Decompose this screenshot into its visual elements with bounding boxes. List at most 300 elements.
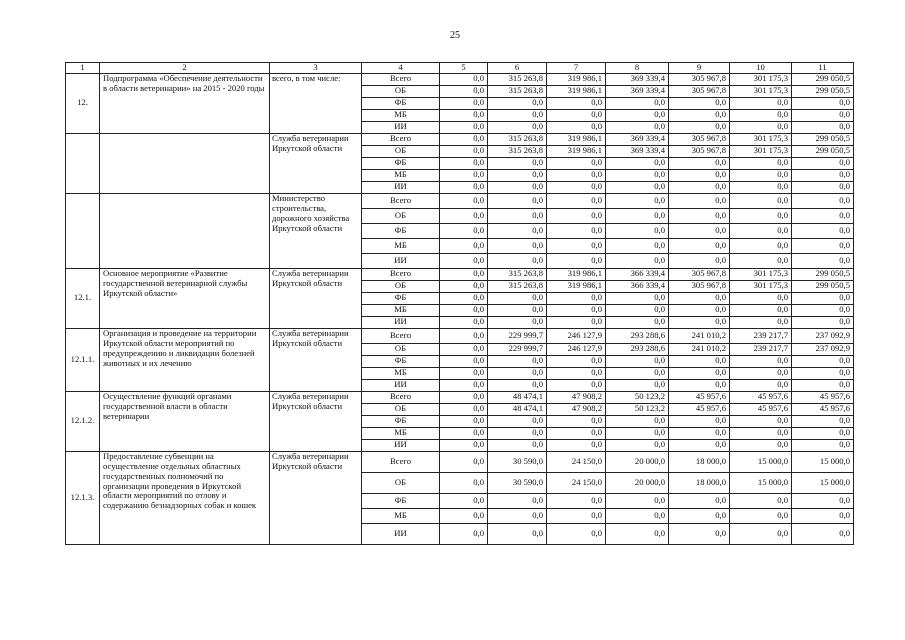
value-cell: 369 339,4 xyxy=(606,133,669,145)
value-cell: 293 288,6 xyxy=(606,343,669,355)
value-cell: 0,0 xyxy=(792,121,854,133)
value-cell: 0,0 xyxy=(606,208,669,223)
item-code: 12.1.1. xyxy=(66,328,100,391)
funding-source: ФБ xyxy=(362,415,440,427)
value-cell: 0,0 xyxy=(440,268,488,280)
funding-source: ИИ xyxy=(362,253,440,268)
value-cell: 315 263,8 xyxy=(488,85,547,97)
value-cell: 0,0 xyxy=(606,238,669,253)
value-cell: 299 050,5 xyxy=(792,268,854,280)
value-cell: 0,0 xyxy=(606,427,669,439)
item-code xyxy=(66,133,100,193)
funding-source: ФБ xyxy=(362,292,440,304)
value-cell: 0,0 xyxy=(669,316,730,328)
funding-source: Всего xyxy=(362,451,440,472)
value-cell: 0,0 xyxy=(792,238,854,253)
value-cell: 0,0 xyxy=(440,379,488,391)
table-row xyxy=(66,268,854,280)
value-cell: 47 908,2 xyxy=(547,391,606,403)
funding-source: ОБ xyxy=(362,472,440,493)
value-cell: 0,0 xyxy=(440,493,488,508)
value-cell: 0,0 xyxy=(730,523,792,544)
value-cell: 0,0 xyxy=(730,181,792,193)
value-cell: 301 175,3 xyxy=(730,73,792,85)
value-cell: 0,0 xyxy=(669,355,730,367)
value-cell: 0,0 xyxy=(606,109,669,121)
funding-source: ИИ xyxy=(362,181,440,193)
value-cell: 0,0 xyxy=(730,121,792,133)
value-cell: 0,0 xyxy=(730,223,792,238)
value-cell: 0,0 xyxy=(547,238,606,253)
value-cell: 0,0 xyxy=(792,169,854,181)
value-cell: 229 999,7 xyxy=(488,343,547,355)
value-cell: 0,0 xyxy=(606,223,669,238)
value-cell: 0,0 xyxy=(488,415,547,427)
value-cell: 47 908,2 xyxy=(547,403,606,415)
value-cell: 0,0 xyxy=(669,439,730,451)
value-cell: 0,0 xyxy=(440,343,488,355)
value-cell: 319 986,1 xyxy=(547,133,606,145)
value-cell: 30 590,0 xyxy=(488,451,547,472)
item-description: Подпрограмма «Обеспечение деятельности в области ветеринарии» на 2015 - 2020 годы xyxy=(100,73,270,133)
column-number-6: 6 xyxy=(488,63,547,74)
value-cell: 0,0 xyxy=(547,379,606,391)
value-cell: 0,0 xyxy=(606,253,669,268)
value-cell: 0,0 xyxy=(440,427,488,439)
funding-source: Всего xyxy=(362,193,440,208)
value-cell: 0,0 xyxy=(488,97,547,109)
value-cell: 0,0 xyxy=(669,223,730,238)
value-cell: 0,0 xyxy=(488,181,547,193)
value-cell: 0,0 xyxy=(730,427,792,439)
value-cell: 315 263,8 xyxy=(488,268,547,280)
value-cell: 229 999,7 xyxy=(488,328,547,343)
value-cell: 0,0 xyxy=(440,109,488,121)
item-description xyxy=(100,133,270,193)
value-cell: 0,0 xyxy=(547,193,606,208)
value-cell: 0,0 xyxy=(669,292,730,304)
value-cell: 0,0 xyxy=(440,472,488,493)
value-cell: 0,0 xyxy=(730,292,792,304)
value-cell: 0,0 xyxy=(547,523,606,544)
value-cell: 0,0 xyxy=(488,427,547,439)
value-cell: 0,0 xyxy=(488,238,547,253)
value-cell: 0,0 xyxy=(440,133,488,145)
value-cell: 315 263,8 xyxy=(488,73,547,85)
value-cell: 0,0 xyxy=(792,316,854,328)
funding-source: Всего xyxy=(362,391,440,403)
item-code xyxy=(66,193,100,268)
value-cell: 0,0 xyxy=(730,415,792,427)
value-cell: 315 263,8 xyxy=(488,145,547,157)
value-cell: 0,0 xyxy=(606,304,669,316)
value-cell: 0,0 xyxy=(606,415,669,427)
value-cell: 0,0 xyxy=(440,391,488,403)
value-cell: 0,0 xyxy=(547,316,606,328)
value-cell: 0,0 xyxy=(488,523,547,544)
value-cell: 319 986,1 xyxy=(547,268,606,280)
value-cell: 0,0 xyxy=(440,97,488,109)
value-cell: 0,0 xyxy=(606,193,669,208)
value-cell: 0,0 xyxy=(547,97,606,109)
value-cell: 0,0 xyxy=(606,523,669,544)
value-cell: 45 957,6 xyxy=(730,391,792,403)
value-cell: 0,0 xyxy=(669,367,730,379)
funding-source: МБ xyxy=(362,238,440,253)
value-cell: 0,0 xyxy=(440,328,488,343)
value-cell: 0,0 xyxy=(488,169,547,181)
value-cell: 0,0 xyxy=(488,109,547,121)
value-cell: 0,0 xyxy=(792,367,854,379)
value-cell: 0,0 xyxy=(440,85,488,97)
value-cell: 0,0 xyxy=(669,415,730,427)
value-cell: 0,0 xyxy=(792,97,854,109)
table-row xyxy=(66,73,854,85)
value-cell: 315 263,8 xyxy=(488,280,547,292)
value-cell: 301 175,3 xyxy=(730,145,792,157)
value-cell: 0,0 xyxy=(669,379,730,391)
value-cell: 246 127,9 xyxy=(547,343,606,355)
value-cell: 0,0 xyxy=(730,367,792,379)
value-cell: 0,0 xyxy=(488,367,547,379)
value-cell: 50 123,2 xyxy=(606,403,669,415)
value-cell: 0,0 xyxy=(547,304,606,316)
item-executor: всего, в том числе: xyxy=(270,73,362,133)
value-cell: 0,0 xyxy=(440,238,488,253)
value-cell: 0,0 xyxy=(606,292,669,304)
value-cell: 0,0 xyxy=(547,367,606,379)
value-cell: 0,0 xyxy=(488,223,547,238)
funding-source: Всего xyxy=(362,73,440,85)
column-number-11: 11 xyxy=(792,63,854,74)
value-cell: 237 092,9 xyxy=(792,343,854,355)
value-cell: 0,0 xyxy=(440,292,488,304)
item-description xyxy=(100,193,270,268)
funding-source: МБ xyxy=(362,304,440,316)
value-cell: 0,0 xyxy=(488,157,547,169)
value-cell: 0,0 xyxy=(792,493,854,508)
value-cell: 0,0 xyxy=(547,253,606,268)
value-cell: 0,0 xyxy=(606,169,669,181)
value-cell: 45 957,6 xyxy=(669,403,730,415)
value-cell: 0,0 xyxy=(606,508,669,523)
value-cell: 0,0 xyxy=(792,181,854,193)
item-code: 12.1.3. xyxy=(66,451,100,544)
funding-source: ОБ xyxy=(362,403,440,415)
page-number: 25 xyxy=(450,30,460,41)
column-number-2: 2 xyxy=(100,63,270,74)
value-cell: 0,0 xyxy=(669,109,730,121)
value-cell: 319 986,1 xyxy=(547,73,606,85)
column-number-10: 10 xyxy=(730,63,792,74)
value-cell: 299 050,5 xyxy=(792,133,854,145)
value-cell: 0,0 xyxy=(440,121,488,133)
value-cell: 0,0 xyxy=(440,367,488,379)
funding-source: МБ xyxy=(362,508,440,523)
value-cell: 0,0 xyxy=(440,280,488,292)
value-cell: 305 967,8 xyxy=(669,133,730,145)
value-cell: 48 474,1 xyxy=(488,403,547,415)
value-cell: 0,0 xyxy=(547,493,606,508)
funding-source: ФБ xyxy=(362,355,440,367)
value-cell: 369 339,4 xyxy=(606,85,669,97)
value-cell: 0,0 xyxy=(440,316,488,328)
value-cell: 0,0 xyxy=(488,439,547,451)
value-cell: 0,0 xyxy=(792,508,854,523)
value-cell: 45 957,6 xyxy=(730,403,792,415)
value-cell: 50 123,2 xyxy=(606,391,669,403)
value-cell: 0,0 xyxy=(440,169,488,181)
value-cell: 45 957,6 xyxy=(792,403,854,415)
value-cell: 0,0 xyxy=(440,145,488,157)
value-cell: 0,0 xyxy=(669,523,730,544)
funding-source: ОБ xyxy=(362,85,440,97)
value-cell: 0,0 xyxy=(440,181,488,193)
value-cell: 0,0 xyxy=(669,238,730,253)
table-row xyxy=(66,193,854,208)
value-cell: 0,0 xyxy=(669,493,730,508)
value-cell: 0,0 xyxy=(792,415,854,427)
column-number-7: 7 xyxy=(547,63,606,74)
value-cell: 0,0 xyxy=(730,355,792,367)
value-cell: 20 000,0 xyxy=(606,472,669,493)
value-cell: 0,0 xyxy=(488,121,547,133)
item-description: Основное мероприятие «Развитие государственной ветеринарной службы Иркутской области» xyxy=(100,268,270,328)
funding-source: ФБ xyxy=(362,157,440,169)
value-cell: 239 217,7 xyxy=(730,343,792,355)
funding-source: ИИ xyxy=(362,523,440,544)
column-number-3: 3 xyxy=(270,63,362,74)
value-cell: 0,0 xyxy=(440,208,488,223)
value-cell: 319 986,1 xyxy=(547,280,606,292)
value-cell: 305 967,8 xyxy=(669,268,730,280)
value-cell: 18 000,0 xyxy=(669,451,730,472)
value-cell: 0,0 xyxy=(547,439,606,451)
funding-source: МБ xyxy=(362,427,440,439)
item-executor: Министерство строительства, дорожного хозяйства Иркутской области xyxy=(270,193,362,268)
value-cell: 0,0 xyxy=(547,181,606,193)
table-body xyxy=(66,63,854,545)
value-cell: 0,0 xyxy=(488,493,547,508)
value-cell: 305 967,8 xyxy=(669,73,730,85)
value-cell: 299 050,5 xyxy=(792,145,854,157)
value-cell: 20 000,0 xyxy=(606,451,669,472)
budget-table xyxy=(65,62,854,545)
value-cell: 0,0 xyxy=(440,223,488,238)
value-cell: 0,0 xyxy=(488,208,547,223)
value-cell: 0,0 xyxy=(606,316,669,328)
value-cell: 18 000,0 xyxy=(669,472,730,493)
value-cell: 0,0 xyxy=(730,316,792,328)
value-cell: 0,0 xyxy=(488,304,547,316)
item-code: 12.1.2. xyxy=(66,391,100,451)
value-cell: 0,0 xyxy=(730,379,792,391)
value-cell: 0,0 xyxy=(792,208,854,223)
value-cell: 0,0 xyxy=(792,304,854,316)
value-cell: 0,0 xyxy=(606,157,669,169)
funding-source: ИИ xyxy=(362,316,440,328)
funding-source: ФБ xyxy=(362,97,440,109)
value-cell: 0,0 xyxy=(547,292,606,304)
value-cell: 0,0 xyxy=(606,181,669,193)
value-cell: 0,0 xyxy=(488,292,547,304)
value-cell: 0,0 xyxy=(440,253,488,268)
value-cell: 0,0 xyxy=(730,157,792,169)
value-cell: 0,0 xyxy=(440,403,488,415)
value-cell: 241 010,2 xyxy=(669,343,730,355)
value-cell: 0,0 xyxy=(606,355,669,367)
value-cell: 15 000,0 xyxy=(730,451,792,472)
value-cell: 0,0 xyxy=(440,157,488,169)
funding-source: Всего xyxy=(362,133,440,145)
value-cell: 0,0 xyxy=(547,508,606,523)
funding-source: МБ xyxy=(362,367,440,379)
value-cell: 239 217,7 xyxy=(730,328,792,343)
value-cell: 0,0 xyxy=(440,508,488,523)
column-number-row xyxy=(66,63,854,74)
column-number-9: 9 xyxy=(669,63,730,74)
value-cell: 0,0 xyxy=(730,508,792,523)
value-cell: 0,0 xyxy=(488,253,547,268)
value-cell: 0,0 xyxy=(488,316,547,328)
funding-source: ОБ xyxy=(362,343,440,355)
value-cell: 0,0 xyxy=(730,208,792,223)
value-cell: 0,0 xyxy=(606,493,669,508)
funding-source: МБ xyxy=(362,169,440,181)
item-executor: Служба ветеринарии Иркутской области xyxy=(270,451,362,544)
value-cell: 0,0 xyxy=(669,157,730,169)
value-cell: 369 339,4 xyxy=(606,145,669,157)
value-cell: 0,0 xyxy=(606,439,669,451)
value-cell: 0,0 xyxy=(792,109,854,121)
value-cell: 305 967,8 xyxy=(669,85,730,97)
value-cell: 24 150,0 xyxy=(547,451,606,472)
value-cell: 305 967,8 xyxy=(669,145,730,157)
value-cell: 0,0 xyxy=(792,193,854,208)
value-cell: 0,0 xyxy=(488,379,547,391)
value-cell: 301 175,3 xyxy=(730,280,792,292)
value-cell: 0,0 xyxy=(547,157,606,169)
value-cell: 0,0 xyxy=(606,97,669,109)
funding-source: ИИ xyxy=(362,379,440,391)
value-cell: 0,0 xyxy=(669,193,730,208)
value-cell: 0,0 xyxy=(440,73,488,85)
value-cell: 0,0 xyxy=(792,427,854,439)
value-cell: 0,0 xyxy=(669,427,730,439)
value-cell: 369 339,4 xyxy=(606,73,669,85)
value-cell: 0,0 xyxy=(440,523,488,544)
value-cell: 0,0 xyxy=(730,253,792,268)
value-cell: 319 986,1 xyxy=(547,85,606,97)
funding-source: ФБ xyxy=(362,223,440,238)
value-cell: 0,0 xyxy=(488,508,547,523)
value-cell: 366 339,4 xyxy=(606,280,669,292)
value-cell: 301 175,3 xyxy=(730,85,792,97)
value-cell: 24 150,0 xyxy=(547,472,606,493)
value-cell: 45 957,6 xyxy=(669,391,730,403)
value-cell: 0,0 xyxy=(669,181,730,193)
table-row xyxy=(66,328,854,343)
value-cell: 0,0 xyxy=(730,169,792,181)
value-cell: 0,0 xyxy=(792,253,854,268)
value-cell: 0,0 xyxy=(730,493,792,508)
value-cell: 0,0 xyxy=(606,121,669,133)
value-cell: 0,0 xyxy=(488,355,547,367)
value-cell: 15 000,0 xyxy=(730,472,792,493)
column-number-8: 8 xyxy=(606,63,669,74)
column-number-4: 4 xyxy=(362,63,440,74)
value-cell: 237 092,9 xyxy=(792,328,854,343)
value-cell: 0,0 xyxy=(669,253,730,268)
value-cell: 0,0 xyxy=(669,208,730,223)
value-cell: 0,0 xyxy=(792,223,854,238)
value-cell: 0,0 xyxy=(730,439,792,451)
value-cell: 0,0 xyxy=(669,121,730,133)
funding-source: МБ xyxy=(362,109,440,121)
funding-source: Всего xyxy=(362,268,440,280)
value-cell: 15 000,0 xyxy=(792,451,854,472)
value-cell: 45 957,6 xyxy=(792,391,854,403)
value-cell: 0,0 xyxy=(440,193,488,208)
value-cell: 315 263,8 xyxy=(488,133,547,145)
value-cell: 48 474,1 xyxy=(488,391,547,403)
funding-source: Всего xyxy=(362,328,440,343)
table-row xyxy=(66,133,854,145)
value-cell: 305 967,8 xyxy=(669,280,730,292)
value-cell: 0,0 xyxy=(730,238,792,253)
value-cell: 0,0 xyxy=(730,109,792,121)
item-code: 12.1. xyxy=(66,268,100,328)
item-executor: Служба ветеринарии Иркутской области xyxy=(270,268,362,328)
table-row xyxy=(66,451,854,472)
column-number-1: 1 xyxy=(66,63,100,74)
value-cell: 15 000,0 xyxy=(792,472,854,493)
value-cell: 0,0 xyxy=(792,523,854,544)
value-cell: 0,0 xyxy=(730,304,792,316)
value-cell: 0,0 xyxy=(547,427,606,439)
value-cell: 30 590,0 xyxy=(488,472,547,493)
item-description: Предоставление субвенции на осуществление отдельных областных государственных полномочий по организации проведения в Иркутской области мероприятий по отлову и содержанию безнадзорных собак и кошек xyxy=(100,451,270,544)
value-cell: 299 050,5 xyxy=(792,280,854,292)
value-cell: 299 050,5 xyxy=(792,85,854,97)
value-cell: 0,0 xyxy=(547,355,606,367)
value-cell: 0,0 xyxy=(606,379,669,391)
value-cell: 0,0 xyxy=(547,169,606,181)
value-cell: 301 175,3 xyxy=(730,268,792,280)
value-cell: 0,0 xyxy=(547,415,606,427)
value-cell: 0,0 xyxy=(669,169,730,181)
item-description: Осуществление функций органами государственной власти в области ветеринарии xyxy=(100,391,270,451)
value-cell: 0,0 xyxy=(669,97,730,109)
column-number-5: 5 xyxy=(440,63,488,74)
value-cell: 366 339,4 xyxy=(606,268,669,280)
value-cell: 319 986,1 xyxy=(547,145,606,157)
value-cell: 0,0 xyxy=(547,109,606,121)
value-cell: 0,0 xyxy=(792,292,854,304)
value-cell: 0,0 xyxy=(547,121,606,133)
item-executor: Служба ветеринарии Иркутской области xyxy=(270,133,362,193)
value-cell: 0,0 xyxy=(669,304,730,316)
funding-source: ФБ xyxy=(362,493,440,508)
funding-source: ИИ xyxy=(362,439,440,451)
value-cell: 0,0 xyxy=(547,208,606,223)
value-cell: 0,0 xyxy=(440,451,488,472)
table-row xyxy=(66,391,854,403)
value-cell: 0,0 xyxy=(440,439,488,451)
funding-source: ОБ xyxy=(362,280,440,292)
value-cell: 299 050,5 xyxy=(792,73,854,85)
value-cell: 0,0 xyxy=(440,304,488,316)
